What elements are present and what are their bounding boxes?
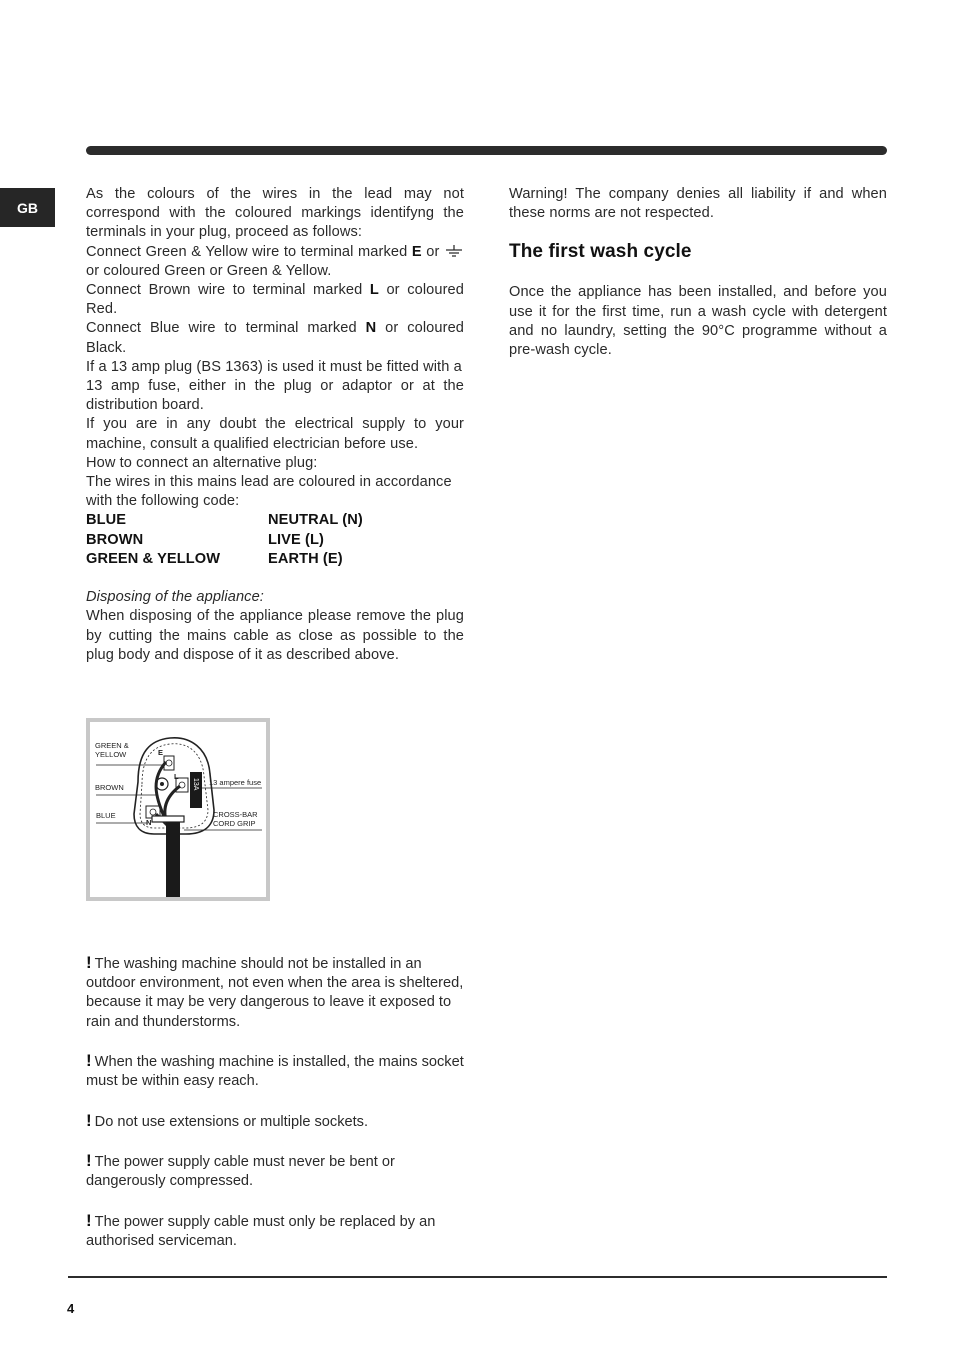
warning-icon: !: [86, 1210, 92, 1230]
header-rule: [86, 146, 887, 155]
warning-icon: !: [86, 953, 92, 972]
label-fuse: 13 ampere fuse: [209, 778, 262, 787]
warning-icon: !: [86, 1110, 92, 1130]
first-wash-text: Once the appliance has been installed, and before you use it for the first time, run a wash cycle with detergent and no laundry, setting the 90°C programme without a pre-wash cycle.: [509, 284, 887, 359]
safety-warnings: [86, 953, 464, 1270]
terminal-l-label: L: [174, 772, 179, 781]
green-yellow-instruction: Connect Green & Yellow wire to terminal marked E or or coloured Green or Green & Yellow.: [86, 243, 464, 281]
brown-instruction: Connect Brown wire to terminal marked L or coloured Red.: [86, 282, 464, 318]
wire-code-row: GREEN & YELLOW EARTH (E): [86, 550, 343, 567]
doubt-note: If you are in any doubt the electrical supply to your machine, consult a qualified electrician before use.: [86, 416, 464, 452]
terminal-e-label: E: [158, 748, 164, 757]
liability-warning: Warning! The company denies all liability if and when these norms are not respected.: [509, 186, 887, 222]
section-heading-first-wash: The first wash cycle: [509, 241, 692, 263]
fuse-note-2: 13 amp fuse, either in the plug or adaptor or at the distribution board.: [86, 378, 464, 414]
wire-code-table: [86, 511, 464, 569]
warning-item: ! When the washing machine is installed, the mains socket must be within easy reach.: [86, 1051, 464, 1090]
language-tab: GB: [0, 188, 55, 227]
right-column: [509, 185, 887, 360]
label-blue: BLUE: [96, 811, 116, 820]
label-green-yellow: GREEN & YELLOW: [95, 741, 129, 759]
page-number: 4: [67, 1301, 75, 1316]
label-cord-grip: CROSS-BAR CORD GRIP: [213, 810, 258, 828]
left-column: [86, 185, 464, 665]
warning-item: ! The washing machine should not be installed in an outdoor environment, not even when the area is sheltered, because it may be very dangerous to leave it exposed to rain and thunderstorms.: [86, 953, 464, 1030]
warning-icon: !: [86, 1051, 92, 1070]
plug-wiring-diagram: [86, 718, 270, 901]
alternative-plug-note: How to connect an alternative plug:: [86, 454, 318, 471]
warning-item: ! The power supply cable must only be replaced by an authorised serviceman.: [86, 1210, 436, 1249]
wire-colour-intro: As the colours of the wires in the lead may not correspond with the coloured markings identifyng the terminals in your plug, proceed as follows:: [86, 186, 464, 241]
warning-icon: !: [86, 1150, 92, 1170]
warning-item: ! Do not use extensions or multiple sockets.: [86, 1110, 369, 1130]
fuse-rating-label: 13A: [192, 778, 199, 791]
disposal-title: Disposing of the appliance:: [86, 589, 264, 606]
wire-code-row: BLUE NEUTRAL (N): [86, 512, 363, 529]
blue-instruction: Connect Blue wire to terminal marked N or coloured Black.: [86, 320, 465, 356]
footer-rule: [68, 1276, 887, 1278]
wire-code-row: BROWN LIVE (L): [86, 531, 324, 548]
warning-item: ! The power supply cable must never be bent or dangerously compressed.: [86, 1150, 395, 1190]
wire-code-intro: The wires in this mains lead are coloured in accordance with the following code:: [86, 474, 452, 510]
label-brown: BROWN: [95, 783, 124, 792]
terminal-n-label: N: [146, 818, 152, 827]
earth-symbol-icon: [444, 245, 464, 257]
fuse-note-1: If a 13 amp plug (BS 1363) is used it must be fitted with a: [86, 358, 462, 375]
disposal-text: When disposing of the appliance please remove the plug by cutting the mains cable as close as possible to the plug body and dispose of it as described above.: [86, 608, 464, 663]
